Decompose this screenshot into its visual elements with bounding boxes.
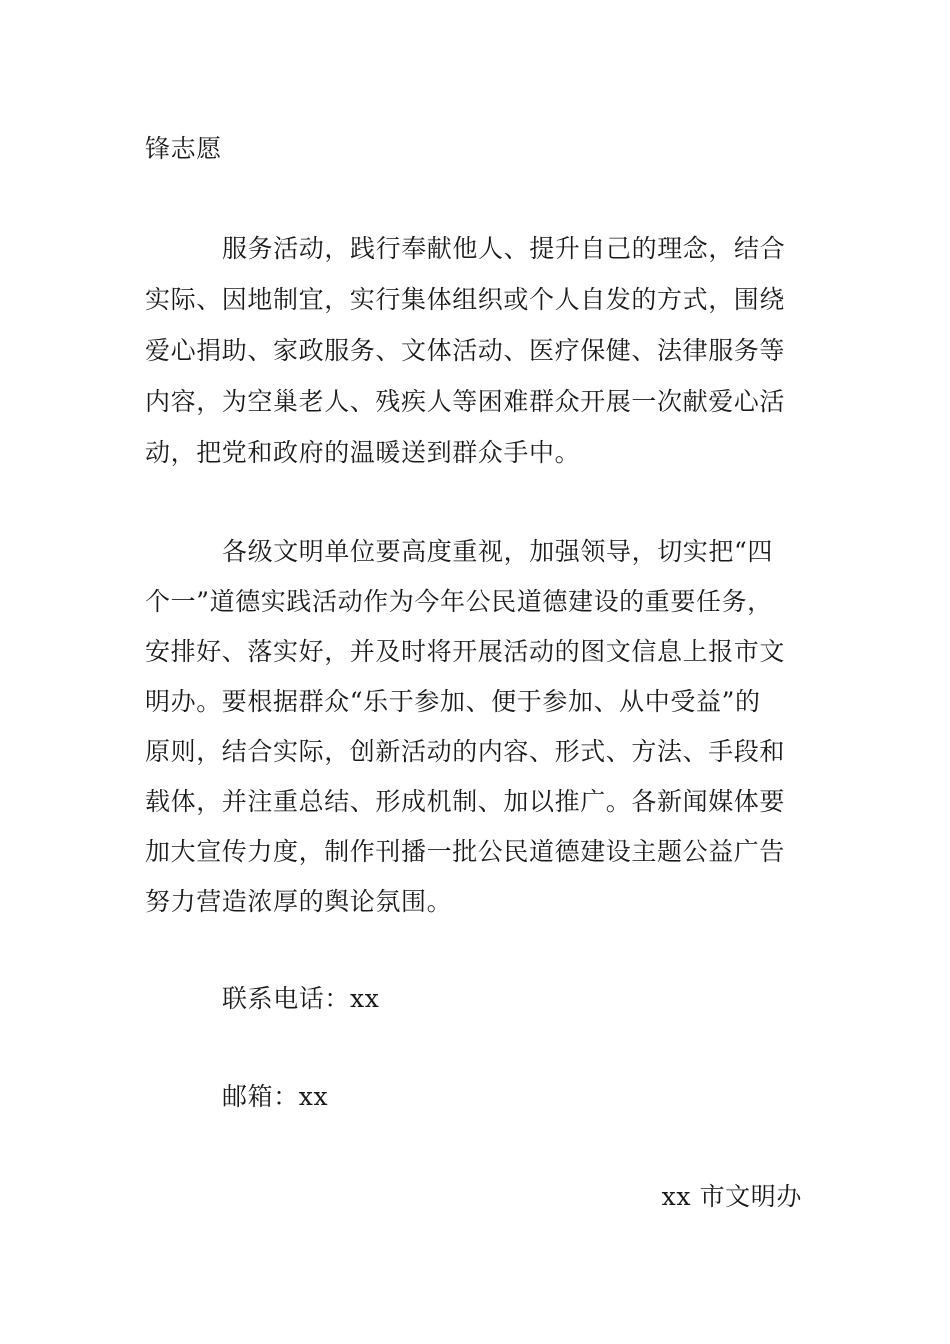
paragraph2-line-5: 原则，结合实际，创新活动的内容、形式、方法、手段和 xyxy=(145,737,786,766)
contact-email: 邮箱：xx xyxy=(222,1082,329,1111)
paragraph1-line-1: 服务活动，践行奉献他人、提升自己的理念，结合 xyxy=(222,234,786,263)
fragment-line: 锋志愿 xyxy=(145,134,222,163)
contact-phone: 联系电话：xx xyxy=(222,984,380,1013)
paragraph1-line-4: 内容，为空巢老人、残疾人等困难群众开展一次献爱心活 xyxy=(145,387,786,416)
paragraph2-line-7: 加大宣传力度，制作刊播一批公民道德建设主题公益广告 xyxy=(145,837,786,866)
paragraph2-line-6: 载体，并注重总结、形成机制、加以推广。各新闻媒体要 xyxy=(145,787,786,816)
paragraph1-line-5: 动，把党和政府的温暖送到群众手中。 xyxy=(145,438,581,467)
signature: xx 市文明办 xyxy=(661,1182,802,1211)
paragraph2-line-2: 个一”道德实践活动作为今年公民道德建设的重要任务， xyxy=(145,587,773,616)
paragraph1-line-3: 爱心捐助、家政服务、文体活动、医疗保健、法律服务等 xyxy=(145,336,786,365)
paragraph2-line-4: 明办。要根据群众“乐于参加、便于参加、从中受益”的 xyxy=(145,687,761,716)
paragraph2-line-8: 努力营造浓厚的舆论氛围。 xyxy=(145,887,453,916)
paragraph1-line-2: 实际、因地制宜，实行集体组织或个人自发的方式，围绕 xyxy=(145,285,786,314)
paragraph2-line-3: 安排好、落实好，并及时将开展活动的图文信息上报市文 xyxy=(145,637,786,666)
paragraph2-line-1: 各级文明单位要高度重视，加强领导，切实把“四 xyxy=(222,537,773,566)
